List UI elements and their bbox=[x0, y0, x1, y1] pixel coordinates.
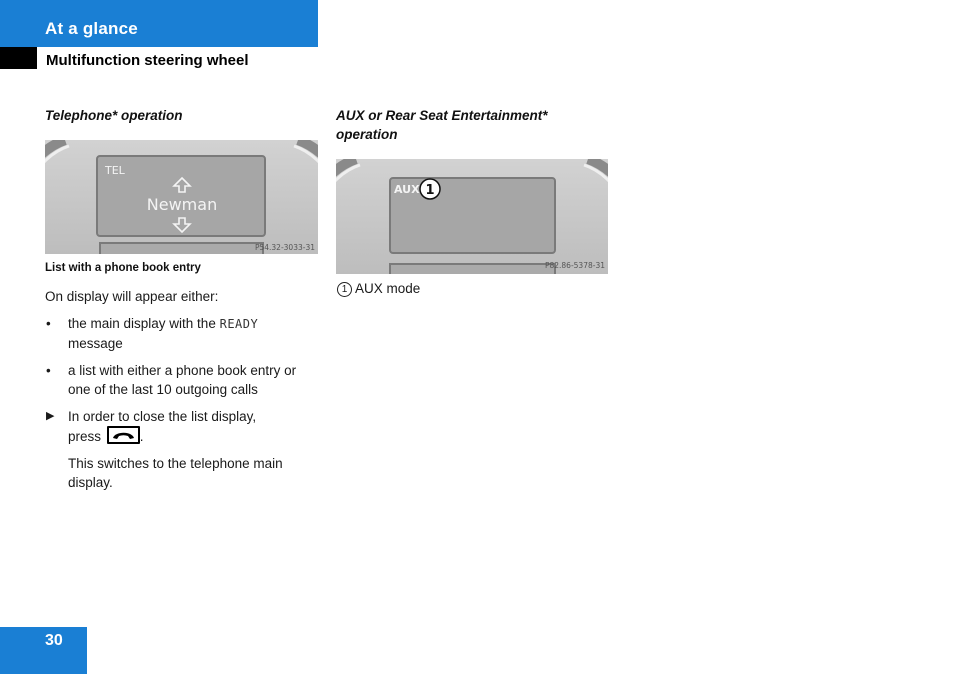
ready-message: READY bbox=[219, 317, 259, 331]
image-caption: List with a phone book entry bbox=[45, 262, 201, 274]
action-text-press: press bbox=[68, 429, 102, 444]
telephone-display-image bbox=[45, 140, 318, 254]
bullet-item-1 bbox=[68, 314, 318, 353]
end-call-key-icon bbox=[107, 426, 140, 444]
bullet-2-text-end: one of the last 10 outgoing calls bbox=[68, 382, 258, 397]
bullet-1-text: the main display with the bbox=[68, 316, 216, 331]
bullet-2-text: a list with either a phone book entry or bbox=[68, 363, 297, 378]
aux-label: AUX bbox=[394, 183, 420, 196]
legend-item bbox=[337, 279, 420, 298]
legend-number-icon: 1 bbox=[337, 282, 352, 297]
result-text-line-2: display. bbox=[68, 475, 113, 490]
aux-heading-line-1: AUX or Rear Seat Entertainment* bbox=[336, 108, 548, 123]
legend-text: AUX mode bbox=[355, 281, 421, 296]
section-title: Multifunction steering wheel bbox=[46, 52, 249, 69]
action-step bbox=[68, 407, 318, 446]
aux-display-illustration bbox=[336, 159, 608, 274]
image-code: P82.86-5378-31 bbox=[544, 261, 605, 270]
phonebook-entry-name: Newman bbox=[146, 195, 218, 214]
action-text: In order to close the list display, bbox=[68, 409, 257, 424]
page-number: 30 bbox=[45, 632, 63, 649]
aux-display-image bbox=[336, 159, 608, 274]
aux-heading bbox=[336, 106, 548, 144]
telephone-display-illustration bbox=[45, 140, 318, 254]
bullet-1-text-end: message bbox=[68, 336, 123, 351]
bullet-marker: • bbox=[46, 363, 51, 378]
callout-number: 1 bbox=[425, 183, 435, 198]
bullet-item-2 bbox=[68, 361, 320, 399]
action-arrow-icon: ▶ bbox=[46, 410, 55, 422]
action-period: . bbox=[139, 429, 144, 444]
page-number-box bbox=[0, 627, 87, 674]
result-text bbox=[68, 454, 318, 492]
aux-heading-line-2: operation bbox=[336, 127, 398, 142]
result-text-line-1: This switches to the telephone main bbox=[68, 456, 283, 471]
tel-label: TEL bbox=[105, 164, 125, 177]
bullet-marker: • bbox=[46, 316, 51, 331]
intro-text: On display will appear either: bbox=[45, 289, 219, 304]
image-code: P54.32-3033-31 bbox=[254, 243, 315, 252]
telephone-heading: Telephone* operation bbox=[45, 108, 183, 123]
section-tab bbox=[0, 47, 37, 69]
chapter-title: At a glance bbox=[45, 19, 138, 38]
